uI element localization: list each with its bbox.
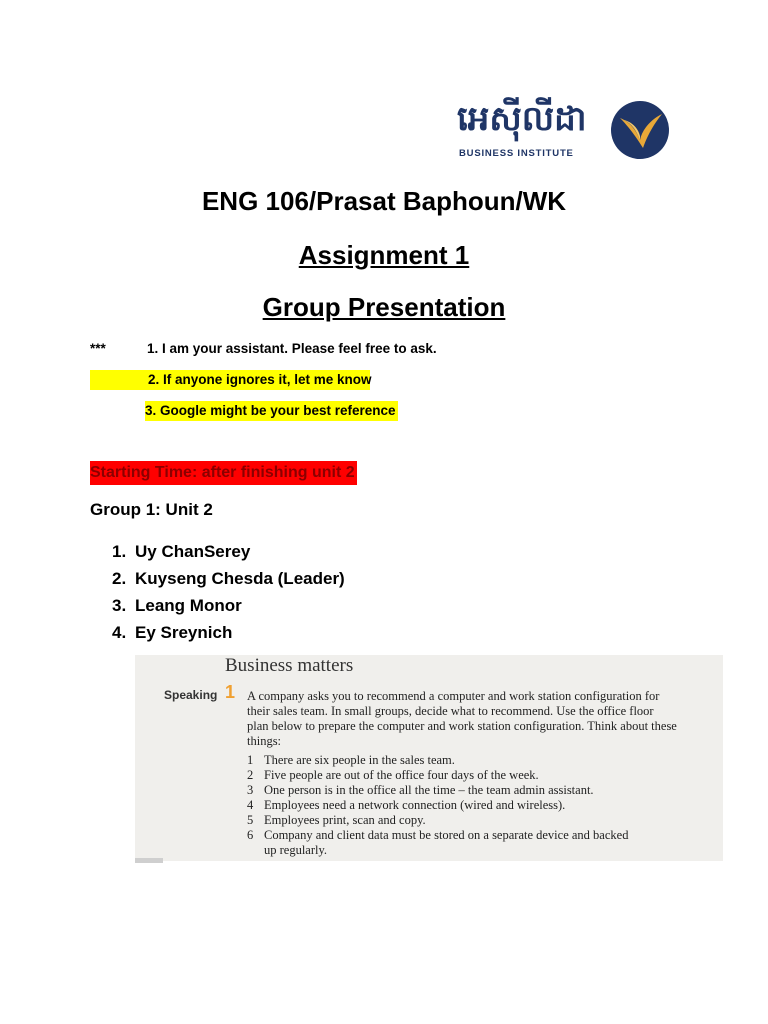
excerpt-title: Business matters <box>225 655 354 676</box>
list-item: 6 Company and client data must be stored on a separate device and backed <box>247 828 629 842</box>
list-item: 1 There are six people in the sales team. <box>247 753 455 767</box>
starting-time-text: Starting Time: after finishing unit 2 <box>90 464 355 481</box>
list-item: 2. Kuyseng Chesda (Leader) <box>112 569 345 588</box>
logo-khmer-text: អេស៊ីលីដា <box>457 99 587 139</box>
bird-emblem-icon <box>610 100 670 160</box>
list-item: 3 One person is in the office all the time – the team admin assistant. <box>247 783 594 797</box>
group-title: Group 1: Unit 2 <box>90 500 213 519</box>
member-name: Leang Monor <box>135 596 242 615</box>
list-item: 3. Leang Monor <box>112 596 242 615</box>
member-list <box>112 538 345 646</box>
member-name: Uy ChanSerey <box>135 542 251 561</box>
excerpt-section: Speaking <box>164 688 218 702</box>
course-title: ENG 106/Prasat Baphoun/WK <box>201 186 567 216</box>
excerpt-points <box>247 753 628 858</box>
list-item-continuation: up regularly. <box>264 843 328 857</box>
note-text-3: 3. Google might be your best reference <box>145 403 396 418</box>
note-text-2: 2. If anyone ignores it, let me know <box>148 372 372 387</box>
list-item: 5 Employees print, scan and copy. <box>247 813 426 827</box>
excerpt-edge <box>135 858 163 863</box>
list-item: 1. Uy ChanSerey <box>112 542 251 561</box>
note-stars: *** <box>90 341 106 356</box>
note-3 <box>145 401 398 421</box>
logo-subtitle: BUSINESS INSTITUTE <box>459 148 574 159</box>
list-item: 4. Ey Sreynich <box>112 623 233 642</box>
list-item: 4 Employees need a network connection (wired and wireless). <box>247 798 566 812</box>
excerpt-intro: A company asks you to recommend a computer and work station configuration for their sales team. In small groups, decide what to recommend. Use the office floor plan below to prepare the computer and work station configuration. Think about these things: <box>247 689 677 748</box>
starting-time <box>90 461 357 485</box>
textbook-excerpt <box>135 655 723 861</box>
note-2 <box>90 370 370 390</box>
list-item: 2 Five people are out of the office four days of the week. <box>247 768 539 782</box>
institute-logo <box>455 98 675 162</box>
assignment-title: Assignment 1 <box>298 240 470 270</box>
note-text-1: 1. I am your assistant. Please feel free to ask. <box>147 341 437 356</box>
member-name: Ey Sreynich <box>135 623 233 642</box>
member-name: Kuyseng Chesda (Leader) <box>135 569 345 588</box>
topic-title: Group Presentation <box>262 292 506 322</box>
exercise-number: 1 <box>225 682 236 702</box>
